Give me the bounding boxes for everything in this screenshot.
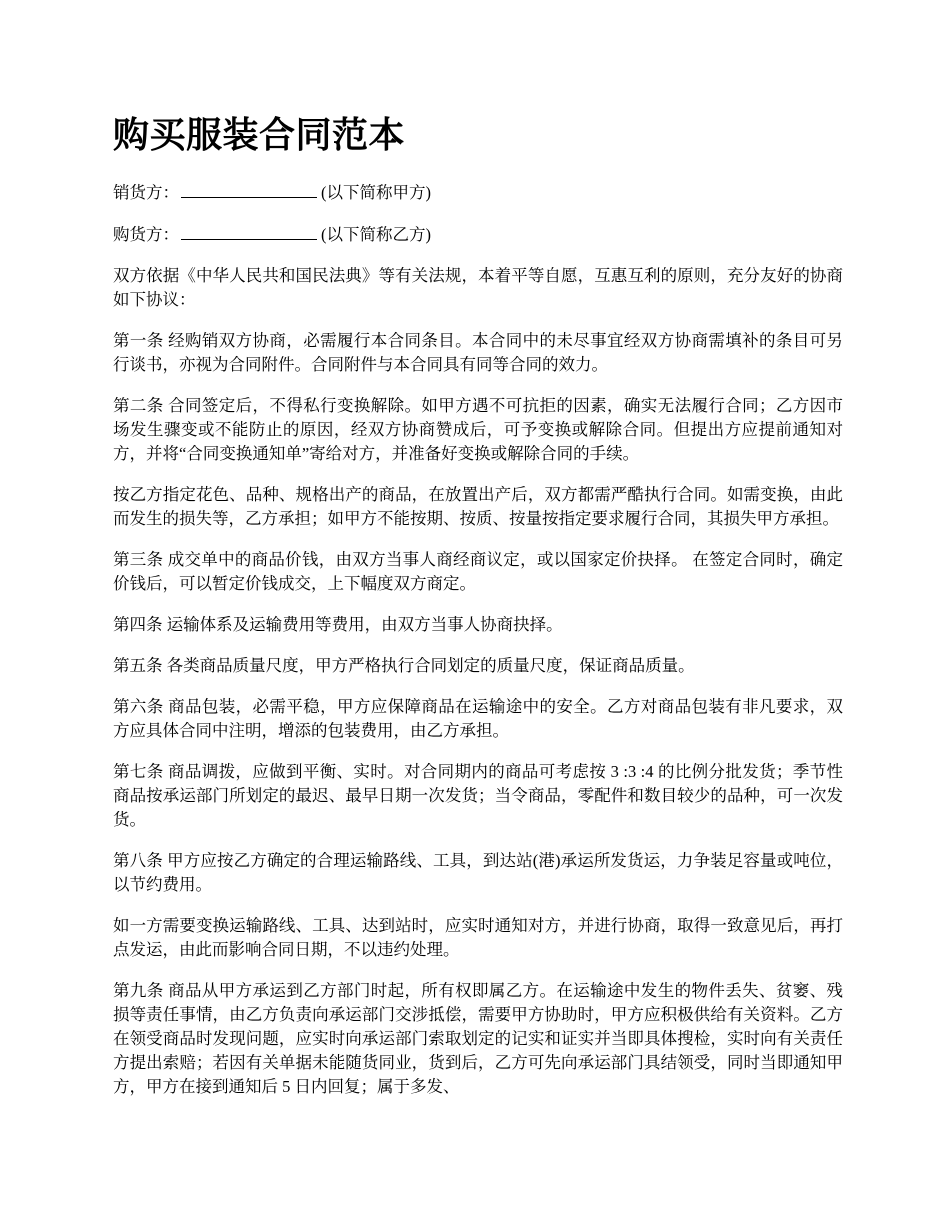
buyer-line <box>113 222 843 247</box>
paragraph-article-2: 第二条 合同签定后，不得私行变换解除。如甲方遇不可抗拒的因素，确实无法履行合同；乙方因市场发生骤变或不能防止的原因，经双方协商赞成后，可予变换或解除合同。但提出方应提前通知对方，并将“合同变换通知单”寄给对方，并准备好变换或解除合同的手续。 <box>113 396 843 463</box>
seller-note: (以下简称甲方) <box>321 183 431 202</box>
buyer-note: (以下简称乙方) <box>321 225 431 244</box>
document-title: 购买服装合同范本 <box>113 115 406 156</box>
seller-blank <box>181 180 317 198</box>
buyer-blank <box>181 222 317 240</box>
paragraph-article-7: 第七条 商品调拨，应做到平衡、实时。对合同期内的商品可考虑按 3 :3 :4 的比例分批发货；季节性商品按承运部门所划定的最迟、最早日期一次发货；当令商品，零配件和数目较少的品种，可一次发货。 <box>113 762 843 829</box>
paragraph-article-5: 第五条 各类商品质量尺度，甲方严格执行合同划定的质量尺度，保证商品质量。 <box>113 656 695 675</box>
paragraph-article-8: 第八条 甲方应按乙方确定的合理运输路线、工具，到达站(港)承运所发货运，力争装足容量或吨位，以节约费用。 <box>113 851 843 894</box>
paragraph-article-6: 第六条 商品包装，必需平稳，甲方应保障商品在运输途中的安全。乙方对商品包装有非凡要求，双方应具体合同中注明，增添的包装费用，由乙方承担。 <box>113 697 843 740</box>
seller-line <box>113 180 843 205</box>
paragraph-article-2-cont: 按乙方指定花色、品种、规格出产的商品，在放置出产后，双方都需严酷执行合同。如需变换，由此而发生的损失等，乙方承担；如甲方不能按期、按质、按量按指定要求履行合同，其损失甲方承担。 <box>113 485 843 528</box>
contract-page <box>113 108 843 1099</box>
paragraph-article-9: 第九条 商品从甲方承运到乙方部门时起，所有权即属乙方。在运输途中发生的物件丢失、贫窭、残损等责任事情，由乙方负责向承运部门交涉抵偿，需要甲方协助时，甲方应积极供给有关资料。乙方在领受商品时发现问题，应实时向承运部门索取划定的记实和证实并当即具体搜检，实时向有关责任方提出索赔；若因有关单据未能随货同业，货到后，乙方可先向承运部门具结领受，同时当即通知甲方，甲方在接到通知后 5 日内回复；属于多发、 <box>113 981 843 1096</box>
paragraph-article-1: 第一条 经购销双方协商，必需履行本合同条目。本合同中的未尽事宜经双方协商需填补的条目可另行谈书，亦视为合同附件。合同附件与本合同具有同等合同的效力。 <box>113 331 843 374</box>
paragraph-article-4: 第四条 运输体系及运输费用等费用，由双方当事人协商抉择。 <box>113 615 563 634</box>
paragraph-article-8-cont: 如一方需要变换运输路线、工具、达到站时，应实时通知对方，并进行协商，取得一致意见后，再打点发运，由此而影响合同日期，不以违约处理。 <box>113 916 843 959</box>
buyer-label: 购货方： <box>113 225 179 244</box>
seller-label: 销货方： <box>113 183 179 202</box>
paragraph-preamble: 双方依据《中华人民共和国民法典》等有关法规，本着平等自愿，互惠互利的原则，充分友好的协商如下协议： <box>113 266 843 309</box>
paragraph-article-3: 第三条 成交单中的商品价钱，由双方当事人商经商议定，或以国家定价抉择。 在签定合同时，确定价钱后，可以暂定价钱成交，上下幅度双方商定。 <box>113 550 843 593</box>
